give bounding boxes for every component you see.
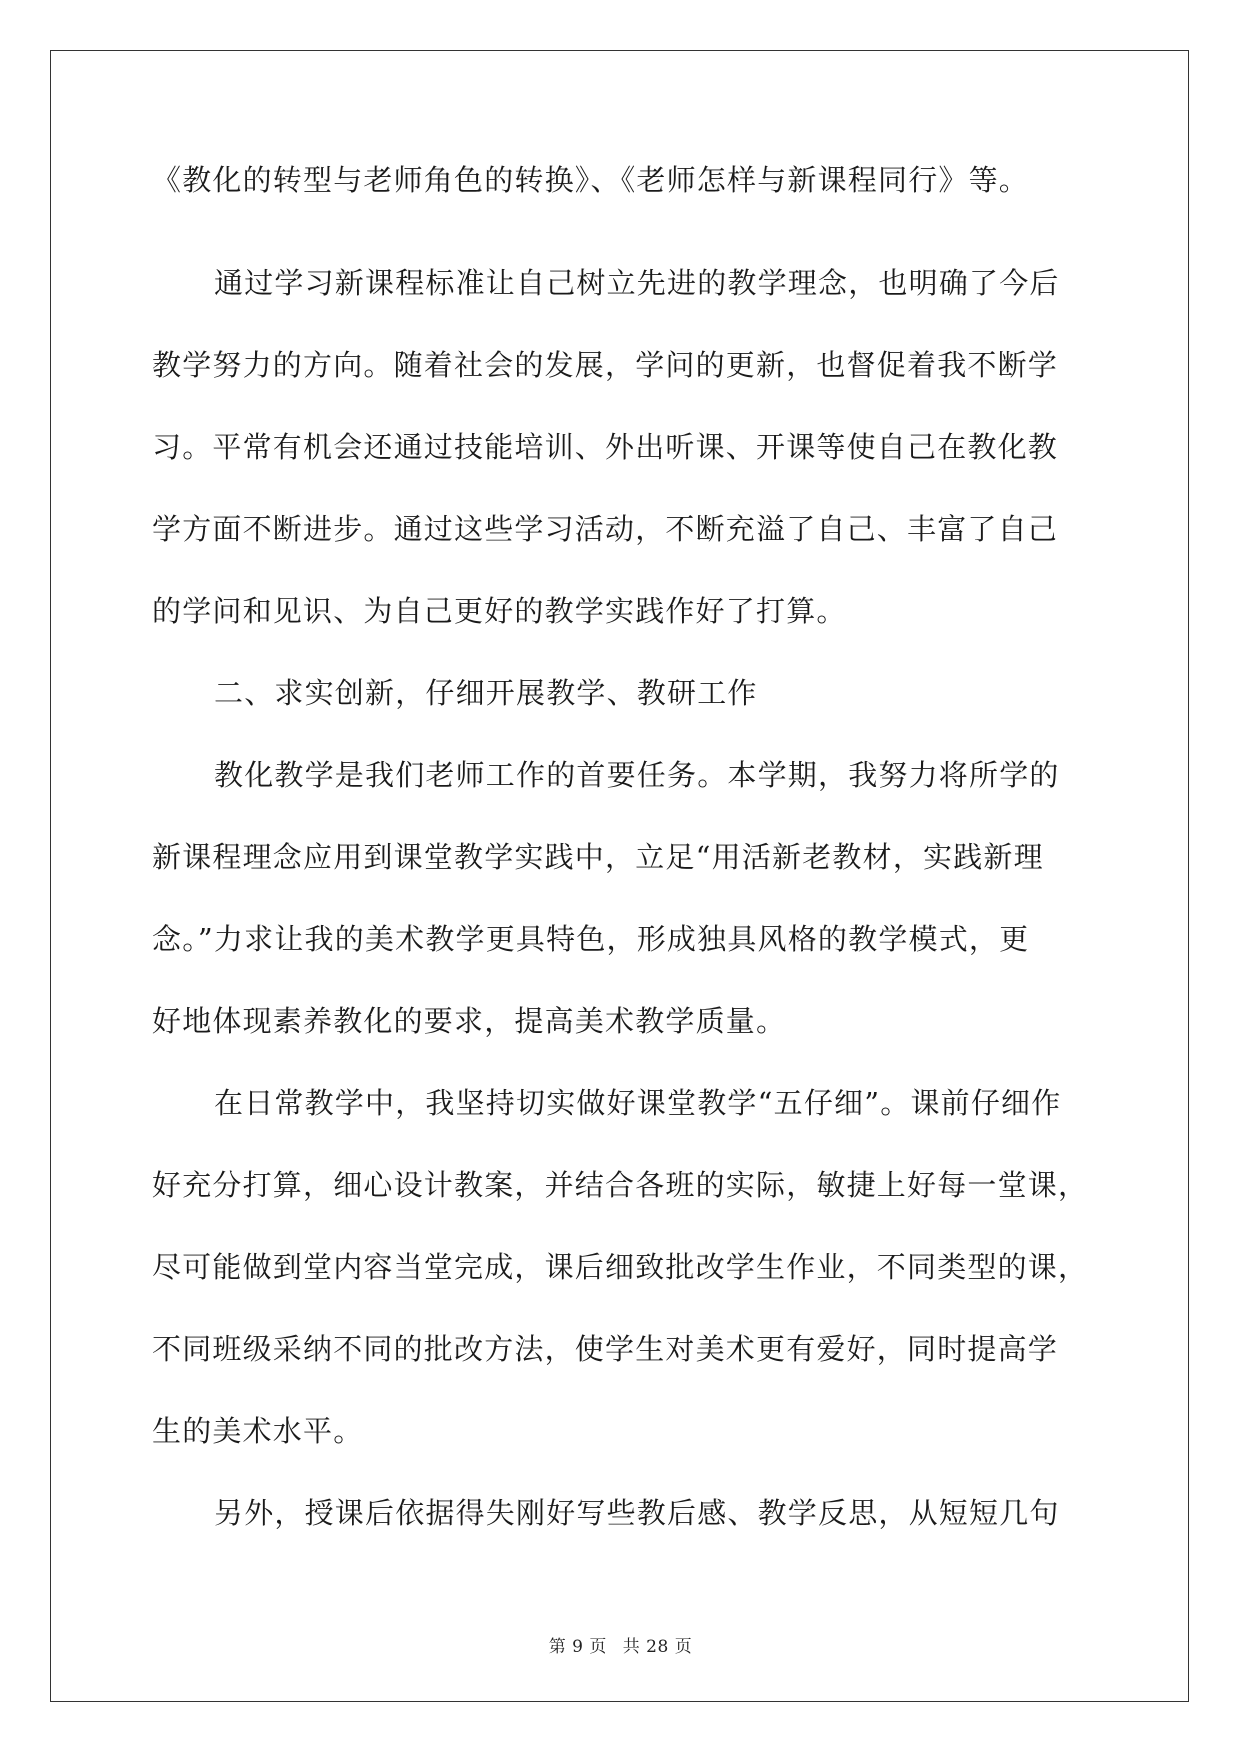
section-heading: 二、求实创新，仔细开展教学、教研工作 bbox=[214, 676, 758, 710]
document-body bbox=[152, 160, 1092, 1554]
page-total: 共 28 页 bbox=[622, 1637, 693, 1657]
text-line: 教学努力的方向。随着社会的发展，学问的更新，也督促着我不断学 bbox=[152, 348, 1059, 382]
text-line: 另外，授课后依据得失刚好写些教后感、教学反思，从短短几句 bbox=[214, 1496, 1060, 1530]
text-line: 不同班级采纳不同的批改方法，使学生对美术更有爱好，同时提高学 bbox=[152, 1332, 1059, 1366]
text-line: 《教化的转型与老师角色的转换》、《老师怎样与新课程同行》等。 bbox=[152, 163, 1030, 197]
text-line: 好充分打算，细心设计教案，并结合各班的实际，敏捷上好每一堂课， bbox=[152, 1168, 1089, 1202]
text-line: 念。”力求让我的美术教学更具特色，形成独具风格的教学模式，更 bbox=[152, 922, 1030, 956]
text-line: 好地体现素养教化的要求，提高美术教学质量。 bbox=[152, 1004, 787, 1038]
text-line: 教化教学是我们老师工作的首要任务。本学期，我努力将所学的 bbox=[214, 758, 1060, 792]
text-line: 尽可能做到堂内容当堂完成，课后细致批改学生作业，不同类型的课， bbox=[152, 1250, 1089, 1284]
text-line: 新课程理念应用到课堂教学实践中，立足“用活新老教材，实践新理 bbox=[152, 840, 1044, 874]
page-number: 第 9 页 bbox=[548, 1637, 607, 1657]
text-line: 在日常教学中，我坚持切实做好课堂教学“五仔细”。课前仔细作 bbox=[214, 1086, 1062, 1120]
text-line: 学方面不断进步。通过这些学习活动，不断充溢了自己、丰富了自己 bbox=[152, 512, 1059, 546]
page-footer bbox=[0, 1632, 1241, 1657]
text-line: 通过学习新课程标准让自己树立先进的教学理念，也明确了今后 bbox=[214, 266, 1060, 300]
text-line: 习。平常有机会还通过技能培训、外出听课、开课等使自己在教化教 bbox=[152, 430, 1059, 464]
text-line: 生的美术水平。 bbox=[152, 1414, 364, 1448]
text-line: 的学问和见识、为自己更好的教学实践作好了打算。 bbox=[152, 594, 847, 628]
